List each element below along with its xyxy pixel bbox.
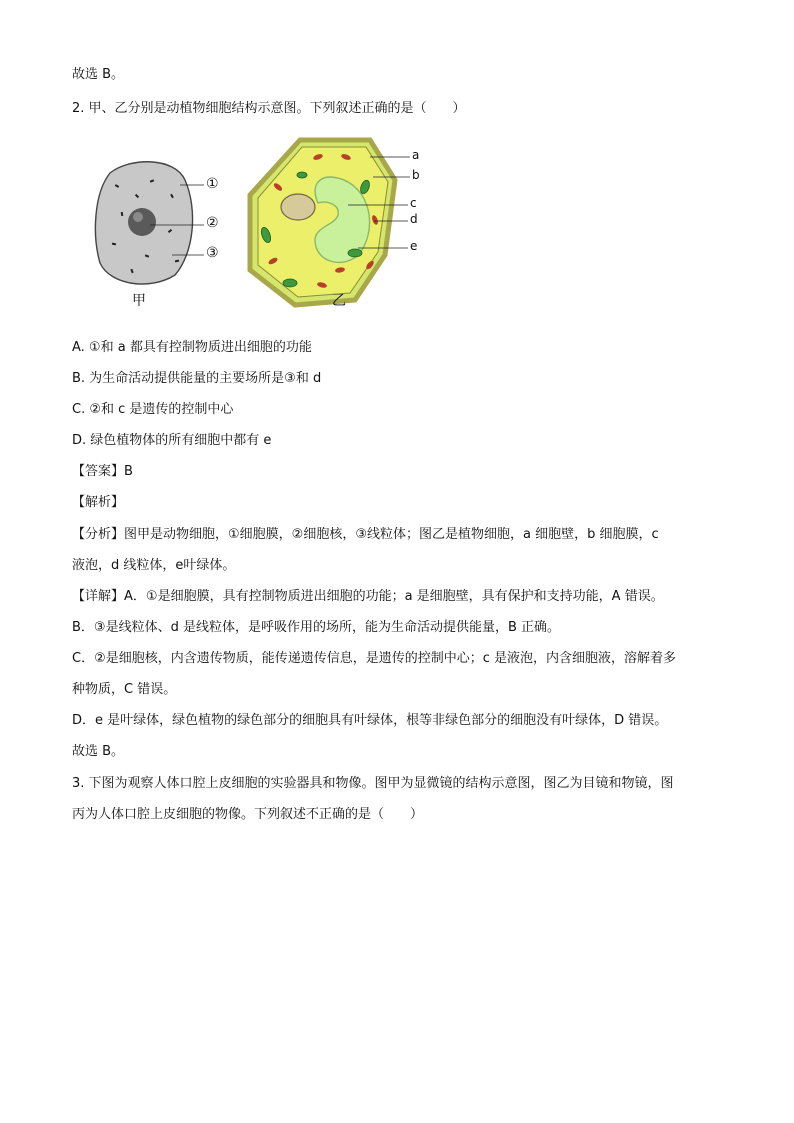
label-b: b: [412, 168, 420, 182]
label-a: a: [412, 148, 420, 162]
question-2-stem: 2. 甲、乙分别是动植物细胞结构示意图。下列叙述正确的是（ ）: [72, 101, 466, 116]
label-3: ③: [206, 245, 219, 261]
xiangjie-tag: 【详解】: [72, 589, 125, 604]
cell-diagram: [90, 135, 430, 315]
caption-animal: 甲: [132, 293, 146, 309]
answer-line: [72, 463, 133, 481]
xiangjie-line-d: D．e 是叶绿体，绿色植物的绿色部分的细胞具有叶绿体，根等非绿色部分的细胞没有叶绿体，D 错误。: [72, 713, 668, 728]
label-c: c: [410, 196, 417, 210]
label-e: e: [410, 239, 418, 253]
previous-conclusion: 故选 B。: [72, 67, 125, 82]
q2-conclusion: 故选 B。: [72, 744, 125, 759]
option-a: A. ①和 a 都具有控制物质进出细胞的功能: [72, 340, 312, 355]
fenxi-tag: 【分析】: [72, 527, 125, 542]
xiangjie-line-c1: C．②是细胞核，内含遗传物质，能传递遗传信息，是遗传的控制中心；c 是液泡，内含细胞液，溶解着多: [72, 651, 677, 666]
option-d: D. 绿色植物体的所有细胞中都有 e: [72, 433, 272, 448]
xiangjie-line-c2: 种物质，C 错误。: [72, 682, 177, 697]
label-2: ②: [206, 215, 219, 231]
xiangjie-line-b: B．③是线粒体、d 是线粒体，是呼吸作用的场所，能为生命活动提供能量，B 正确。: [72, 620, 561, 635]
label-1: ①: [206, 176, 219, 192]
option-b: B. 为生命活动提供能量的主要场所是③和 d: [72, 371, 322, 386]
xiangjie-a-text: A．①是细胞膜，具有控制物质进出细胞的功能；a 是细胞壁，具有保护和支持功能，A 错误。: [124, 589, 664, 604]
cell-figure: [90, 135, 430, 315]
fenxi-line-1: [72, 526, 659, 544]
answer-value: B: [124, 464, 133, 479]
fenxi-text-1: 图甲是动物细胞，①细胞膜，②细胞核，③线粒体；图乙是植物细胞，a 细胞壁，b 细胞膜，c: [124, 527, 659, 542]
plant-cell: [250, 140, 410, 305]
xiangjie-line-a: [72, 588, 664, 606]
fenxi-line-2: 液泡，d 线粒体，e叶绿体。: [72, 558, 236, 573]
option-c: C. ②和 c 是遗传的控制中心: [72, 402, 234, 417]
label-d: d: [410, 212, 418, 226]
analysis-tag: 【解析】: [72, 495, 125, 510]
answer-tag: 【答案】: [72, 464, 125, 479]
question-3-line-2: 丙为人体口腔上皮细胞的物像。下列叙述不正确的是（ ）: [72, 807, 424, 822]
animal-cell: [95, 162, 204, 284]
question-3-line-1: 3. 下图为观察人体口腔上皮细胞的实验器具和物像。图甲为显微镜的结构示意图，图乙为目镜和物镜，图: [72, 776, 674, 791]
caption-plant: 乙: [332, 293, 346, 309]
